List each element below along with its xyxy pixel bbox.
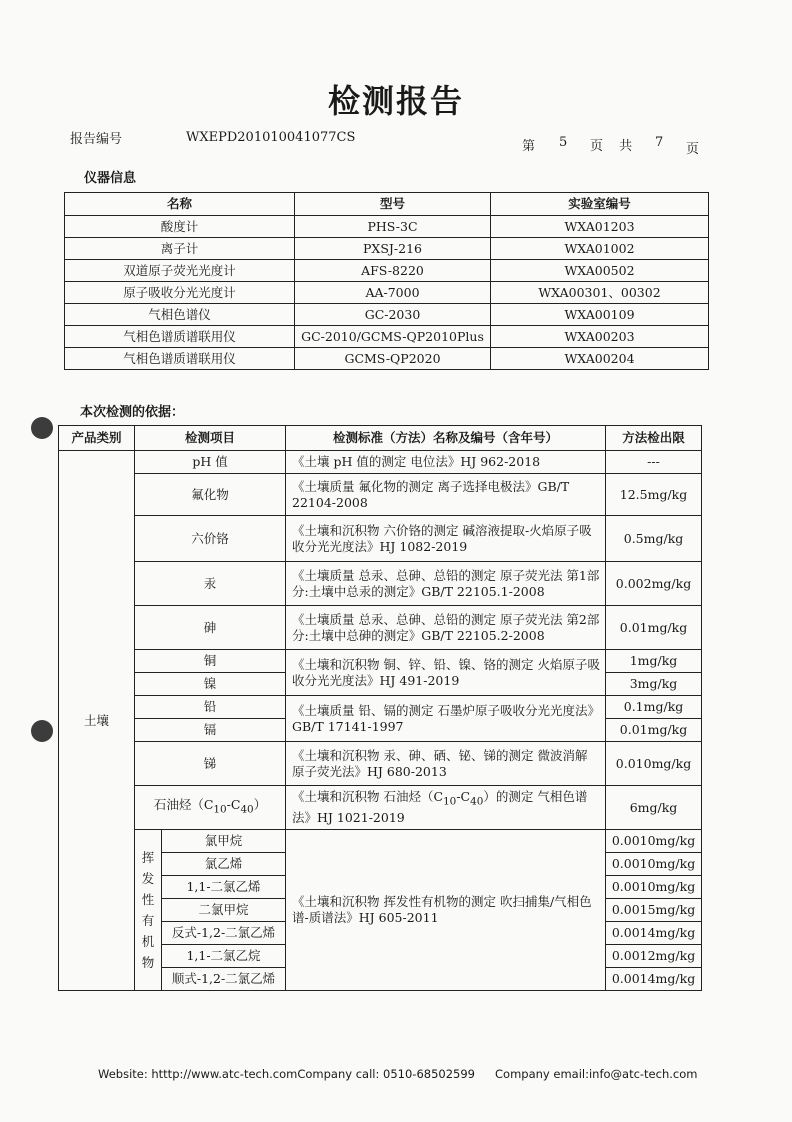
test-item: 锑 [135, 742, 286, 786]
test-item: 砷 [135, 606, 286, 650]
instrument-model: AFS-8220 [295, 260, 491, 282]
table-row [59, 606, 702, 650]
category-cell: 土壤 [59, 451, 135, 991]
standard-cell: 《土壤和沉积物 汞、砷、硒、铋、锑的测定 微波消解 原子荧光法》HJ 680-2013 [286, 742, 606, 786]
table-row [65, 348, 709, 370]
instrument-name: 离子计 [65, 238, 295, 260]
page-ye-gong: 页 共 [590, 139, 633, 154]
header-model: 型号 [295, 193, 491, 216]
instrument-lab-number: WXA00203 [491, 326, 709, 348]
instrument-lab-number: WXA00301、00302 [491, 282, 709, 304]
table-row [59, 650, 702, 673]
instrument-table [64, 192, 709, 370]
instrument-name: 气相色谱质谱联用仪 [65, 348, 295, 370]
limit-cell: 0.0014mg/kg [606, 968, 702, 991]
instrument-lab-number: WXA00502 [491, 260, 709, 282]
limit-cell: --- [606, 451, 702, 474]
table-row [59, 451, 702, 474]
table-header-row [65, 193, 709, 216]
test-item: 铅 [135, 696, 286, 719]
table-row [59, 516, 702, 562]
limit-cell: 12.5mg/kg [606, 474, 702, 516]
instrument-section-title: 仪器信息 [84, 171, 137, 186]
table-row [65, 304, 709, 326]
tph-std-text: -C [456, 789, 471, 805]
table-row [65, 260, 709, 282]
limit-cell: 0.5mg/kg [606, 516, 702, 562]
table-row [59, 830, 702, 853]
instrument-lab-number: WXA00109 [491, 304, 709, 326]
table-row [65, 282, 709, 304]
test-item: 六价铬 [135, 516, 286, 562]
tph-std-sub1: 10 [443, 795, 457, 808]
header-limit: 方法检出限 [606, 426, 702, 451]
test-item: 镍 [135, 673, 286, 696]
table-row [59, 696, 702, 719]
page-di: 第 [522, 139, 536, 154]
page-number: 5 [559, 135, 568, 150]
header-item: 检测项目 [135, 426, 286, 451]
standard-cell: 《土壤质量 铅、镉的测定 石墨炉原子吸收分光光度法》GB/T 17141-1997 [286, 696, 606, 742]
instrument-model: PHS-3C [295, 216, 491, 238]
standard-cell: 《土壤质量 总汞、总砷、总铅的测定 原子荧光法 第1部分:土壤中总汞的测定》GB/T 22105.1-2008 [286, 562, 606, 606]
page-title: 检测报告 [327, 82, 464, 120]
standard-cell: 《土壤 pH 值的测定 电位法》HJ 962-2018 [286, 451, 606, 474]
limit-cell: 1mg/kg [606, 650, 702, 673]
page-ye: 页 [686, 142, 700, 157]
voc-item: 氯乙烯 [162, 853, 286, 876]
voc-group-cell [135, 830, 162, 991]
instrument-lab-number: WXA01002 [491, 238, 709, 260]
limit-cell: 0.0015mg/kg [606, 899, 702, 922]
voc-item: 反式-1,2-二氯乙烯 [162, 922, 286, 945]
instrument-model: AA-7000 [295, 282, 491, 304]
voc-item: 1,1-二氯乙烯 [162, 876, 286, 899]
test-item: 镉 [135, 719, 286, 742]
footer-website-phone: Website: htttp://www.atc-tech.comCompany call: 0510-68502599 [98, 1067, 475, 1081]
limit-cell: 0.0014mg/kg [606, 922, 702, 945]
header-name: 名称 [65, 193, 295, 216]
voc-item: 顺式-1,2-二氯乙烯 [162, 968, 286, 991]
standard-cell: 《土壤和沉积物 铜、锌、铅、镍、铬的测定 火焰原子吸收分光光度法》HJ 491-2019 [286, 650, 606, 696]
report-number-label: 报告编号 [70, 132, 123, 147]
table-row [59, 786, 702, 830]
table-row [59, 742, 702, 786]
tph-std-text: 《土壤和沉积物 石油烃（C [292, 789, 444, 805]
instrument-model: GCMS-QP2020 [295, 348, 491, 370]
test-item: 氟化物 [135, 474, 286, 516]
footer-email: Company email:info@atc-tech.com [495, 1067, 698, 1081]
instrument-lab-number: WXA00204 [491, 348, 709, 370]
instrument-model: GC-2030 [295, 304, 491, 326]
instrument-name: 气相色谱仪 [65, 304, 295, 326]
header-standard: 检测标准（方法）名称及编号（含年号） [286, 426, 606, 451]
standard-cell: 《土壤和沉积物 六价铬的测定 碱溶液提取-火焰原子吸收分光光度法》HJ 1082-2019 [286, 516, 606, 562]
tph-item-text: 石油烃（C [153, 797, 214, 813]
limit-cell: 0.0012mg/kg [606, 945, 702, 968]
instrument-name: 气相色谱质谱联用仪 [65, 326, 295, 348]
binder-hole [31, 720, 53, 742]
test-item: 铜 [135, 650, 286, 673]
binder-hole [31, 417, 53, 439]
table-row [65, 238, 709, 260]
limit-cell: 3mg/kg [606, 673, 702, 696]
tph-std-text: ）的测定 气相色谱法》HJ 1021-2019 [292, 789, 588, 825]
voc-group-label: 挥 发 性 有 机 物 [141, 850, 155, 970]
table-row [59, 562, 702, 606]
voc-item: 氯甲烷 [162, 830, 286, 853]
basis-table [58, 425, 702, 991]
table-row [65, 216, 709, 238]
tph-item-sub2: 40 [240, 803, 254, 816]
instrument-lab-number: WXA01203 [491, 216, 709, 238]
limit-cell: 0.01mg/kg [606, 606, 702, 650]
tph-item-text: -C [226, 797, 241, 813]
standard-cell-voc: 《土壤和沉积物 挥发性有机物的测定 吹扫捕集/气相色谱-质谱法》HJ 605-2011 [286, 830, 606, 991]
header-lab-number: 实验室编号 [491, 193, 709, 216]
standard-cell-tph [286, 786, 606, 830]
limit-cell: 0.0010mg/kg [606, 853, 702, 876]
limit-cell: 0.01mg/kg [606, 719, 702, 742]
limit-cell: 0.010mg/kg [606, 742, 702, 786]
limit-cell: 0.1mg/kg [606, 696, 702, 719]
limit-cell: 0.0010mg/kg [606, 830, 702, 853]
voc-item: 二氯甲烷 [162, 899, 286, 922]
table-row [59, 474, 702, 516]
instrument-name: 酸度计 [65, 216, 295, 238]
tph-item-text: ） [253, 797, 267, 813]
test-item: pH 值 [135, 451, 286, 474]
tph-std-sub2: 40 [470, 795, 484, 808]
page-total: 7 [655, 135, 664, 150]
instrument-name: 双道原子荧光光度计 [65, 260, 295, 282]
test-item: 汞 [135, 562, 286, 606]
instrument-model: GC-2010/GCMS-QP2010Plus [295, 326, 491, 348]
instrument-name: 原子吸收分光光度计 [65, 282, 295, 304]
table-row [65, 326, 709, 348]
standard-cell: 《土壤质量 氟化物的测定 离子选择电极法》GB/T 22104-2008 [286, 474, 606, 516]
report-number: WXEPD201010041077CS [186, 130, 356, 145]
standard-cell: 《土壤质量 总汞、总砷、总铅的测定 原子荧光法 第2部分:土壤中总砷的测定》GB/T 22105.2-2008 [286, 606, 606, 650]
instrument-model: PXSJ-216 [295, 238, 491, 260]
limit-cell: 0.002mg/kg [606, 562, 702, 606]
test-item-tph [135, 786, 286, 830]
page-indicator [522, 135, 712, 157]
limit-cell: 0.0010mg/kg [606, 876, 702, 899]
voc-item: 1,1-二氯乙烷 [162, 945, 286, 968]
limit-cell: 6mg/kg [606, 786, 702, 830]
basis-section-title: 本次检测的依据： [80, 405, 185, 420]
tph-item-sub1: 10 [213, 803, 227, 816]
header-category: 产品类别 [59, 426, 135, 451]
table-header-row [59, 426, 702, 451]
